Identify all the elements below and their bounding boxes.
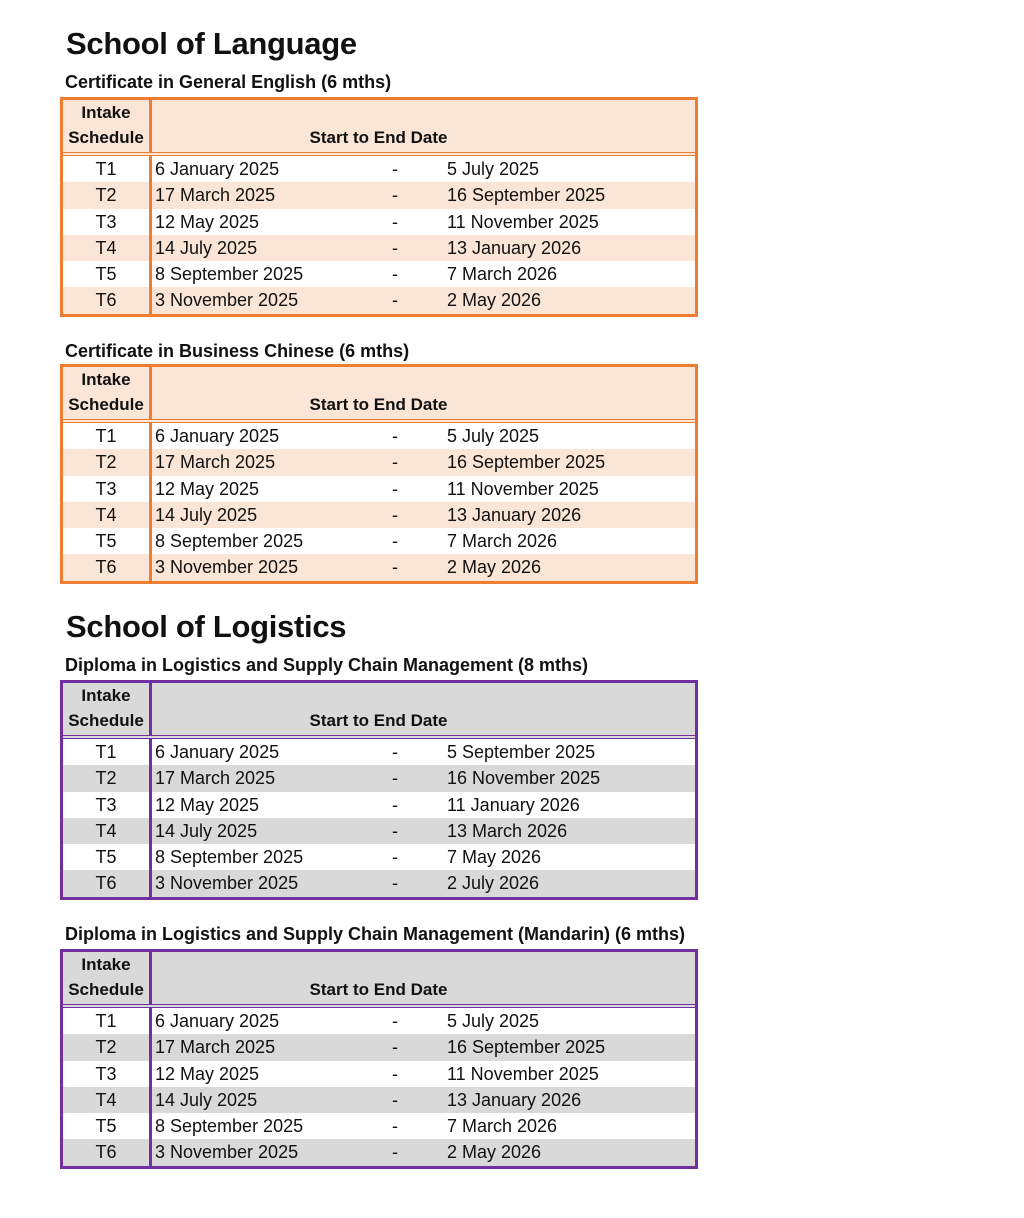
date-separator: - (392, 504, 398, 525)
header-line-2: Schedule (68, 980, 144, 999)
date-separator: - (392, 768, 398, 789)
intake-code: T4 (63, 1087, 152, 1113)
date-separator: - (392, 1011, 398, 1031)
intake-code: T6 (63, 287, 152, 313)
table-row (63, 870, 695, 896)
intake-code: T6 (63, 1139, 152, 1165)
school-title-language: School of Language (66, 26, 357, 61)
end-date: 11 November 2025 (447, 211, 599, 232)
table-row (63, 739, 695, 765)
intake-code: T2 (63, 449, 152, 475)
end-date: 16 November 2025 (447, 768, 601, 789)
course-title-logistics-mandarin: Diploma in Logistics and Supply Chain Management (Mandarin) (6 mths) (65, 924, 686, 944)
table-header (63, 683, 695, 739)
start-end-date-header: Start to End Date (309, 128, 448, 147)
school-title-logistics: School of Logistics (66, 609, 347, 644)
start-date: 17 March 2025 (155, 185, 276, 206)
start-date: 17 March 2025 (155, 768, 276, 789)
intake-table-logistics-diploma (60, 680, 698, 900)
course-title-general-english: Certificate in General English (6 mths) (65, 72, 392, 92)
table-body (63, 156, 695, 314)
table-header (63, 952, 695, 1008)
start-date: 8 September 2025 (155, 531, 304, 552)
end-date: 7 March 2026 (447, 531, 558, 552)
course-title-business-chinese: Certificate in Business Chinese (6 mths) (65, 341, 410, 361)
date-separator: - (392, 820, 398, 841)
start-date: 3 November 2025 (155, 1142, 299, 1163)
end-date: 13 January 2026 (447, 237, 582, 258)
intake-code: T1 (63, 739, 152, 765)
start-date: 17 March 2025 (155, 452, 276, 473)
header-line-1: Intake (81, 103, 131, 122)
start-end-date-header: Start to End Date (309, 980, 448, 999)
end-date: 16 September 2025 (447, 185, 606, 206)
start-date: 12 May 2025 (155, 1063, 260, 1084)
date-separator: - (392, 264, 398, 285)
header-line-2: Schedule (68, 711, 144, 730)
date-separator: - (392, 1142, 398, 1163)
date-separator: - (392, 794, 398, 815)
end-date: 7 March 2026 (447, 264, 558, 285)
date-separator: - (392, 1116, 398, 1137)
start-date: 12 May 2025 (155, 478, 260, 499)
intake-table-business-chinese (60, 364, 698, 584)
end-date: 13 January 2026 (447, 1089, 582, 1110)
table-body (63, 423, 695, 581)
table-row (63, 156, 695, 182)
intake-code: T1 (63, 156, 152, 182)
date-separator: - (392, 742, 398, 762)
intake-code: T3 (63, 1061, 152, 1087)
start-date: 12 May 2025 (155, 794, 260, 815)
date-separator: - (392, 557, 398, 578)
intake-code: T3 (63, 476, 152, 502)
end-date: 11 November 2025 (447, 1063, 599, 1084)
start-date: 8 September 2025 (155, 1116, 304, 1137)
intake-code: T3 (63, 209, 152, 235)
start-date: 3 November 2025 (155, 557, 299, 578)
end-date: 13 March 2026 (447, 820, 568, 841)
intake-code: T2 (63, 1034, 152, 1060)
date-separator: - (392, 426, 398, 446)
header-line-2: Schedule (68, 395, 144, 414)
intake-code: T5 (63, 844, 152, 870)
start-date: 8 September 2025 (155, 264, 304, 285)
intake-schedule-header (63, 367, 152, 419)
table-body (63, 1008, 695, 1166)
intake-code: T4 (63, 818, 152, 844)
end-date: 2 May 2026 (447, 1142, 542, 1163)
table-row (63, 792, 695, 818)
header-line-1: Intake (81, 370, 131, 389)
date-separator: - (392, 452, 398, 473)
table-row (63, 1061, 695, 1087)
table-row (63, 554, 695, 580)
table-row (63, 1034, 695, 1060)
intake-code: T1 (63, 1008, 152, 1034)
date-separator: - (392, 873, 398, 894)
intake-code: T6 (63, 870, 152, 896)
start-date: 14 July 2025 (155, 1089, 258, 1110)
table-row (63, 261, 695, 287)
intake-code: T5 (63, 1113, 152, 1139)
start-date: 14 July 2025 (155, 820, 258, 841)
table-row (63, 182, 695, 208)
table-row (63, 476, 695, 502)
end-date: 7 May 2026 (447, 847, 542, 868)
end-date: 2 May 2026 (447, 557, 542, 578)
table-row (63, 765, 695, 791)
end-date: 7 March 2026 (447, 1116, 558, 1137)
intake-code: T3 (63, 792, 152, 818)
end-date: 5 July 2025 (447, 159, 540, 179)
end-date: 5 July 2025 (447, 426, 540, 446)
start-date: 14 July 2025 (155, 504, 258, 525)
start-date: 14 July 2025 (155, 237, 258, 258)
intake-schedule-header (63, 683, 152, 735)
start-date: 6 January 2025 (155, 426, 280, 446)
intake-code: T4 (63, 502, 152, 528)
table-row (63, 1008, 695, 1034)
date-separator: - (392, 1037, 398, 1058)
intake-table-logistics-mandarin (60, 949, 698, 1169)
table-row (63, 449, 695, 475)
table-header (63, 367, 695, 423)
start-date: 8 September 2025 (155, 847, 304, 868)
date-separator: - (392, 237, 398, 258)
intake-code: T2 (63, 182, 152, 208)
intake-code: T5 (63, 528, 152, 554)
table-body (63, 739, 695, 897)
intake-code: T5 (63, 261, 152, 287)
start-date: 6 January 2025 (155, 742, 280, 762)
start-date: 17 March 2025 (155, 1037, 276, 1058)
table-header (63, 100, 695, 156)
date-separator: - (392, 211, 398, 232)
start-date: 6 January 2025 (155, 159, 280, 179)
start-end-date-header: Start to End Date (309, 395, 448, 414)
date-separator: - (392, 478, 398, 499)
end-date: 11 November 2025 (447, 478, 599, 499)
course-title-logistics-diploma: Diploma in Logistics and Supply Chain Management (8 mths) (65, 655, 589, 675)
table-row (63, 844, 695, 870)
end-date: 13 January 2026 (447, 504, 582, 525)
date-separator: - (392, 185, 398, 206)
date-separator: - (392, 531, 398, 552)
intake-code: T4 (63, 235, 152, 261)
start-date: 3 November 2025 (155, 873, 299, 894)
intake-schedule-header (63, 952, 152, 1004)
intake-code: T2 (63, 765, 152, 791)
end-date: 16 September 2025 (447, 1037, 606, 1058)
date-separator: - (392, 290, 398, 311)
header-line-1: Intake (81, 686, 131, 705)
end-date: 5 September 2025 (447, 742, 596, 762)
table-row (63, 818, 695, 844)
intake-table-general-english (60, 97, 698, 317)
end-date: 11 January 2026 (447, 794, 580, 815)
intake-code: T1 (63, 423, 152, 449)
table-row (63, 1113, 695, 1139)
date-separator: - (392, 159, 398, 179)
header-line-1: Intake (81, 955, 131, 974)
intake-schedule-header (63, 100, 152, 152)
date-separator: - (392, 847, 398, 868)
start-date: 6 January 2025 (155, 1011, 280, 1031)
table-row (63, 209, 695, 235)
table-row (63, 235, 695, 261)
end-date: 16 September 2025 (447, 452, 606, 473)
table-row (63, 287, 695, 313)
start-end-date-header: Start to End Date (309, 711, 448, 730)
end-date: 2 May 2026 (447, 290, 542, 311)
date-separator: - (392, 1063, 398, 1084)
table-row (63, 423, 695, 449)
header-line-2: Schedule (68, 128, 144, 147)
start-date: 3 November 2025 (155, 290, 299, 311)
intake-code: T6 (63, 554, 152, 580)
end-date: 5 July 2025 (447, 1011, 540, 1031)
start-date: 12 May 2025 (155, 211, 260, 232)
table-row (63, 1139, 695, 1165)
table-row (63, 528, 695, 554)
date-separator: - (392, 1089, 398, 1110)
table-row (63, 1087, 695, 1113)
end-date: 2 July 2026 (447, 873, 540, 894)
table-row (63, 502, 695, 528)
